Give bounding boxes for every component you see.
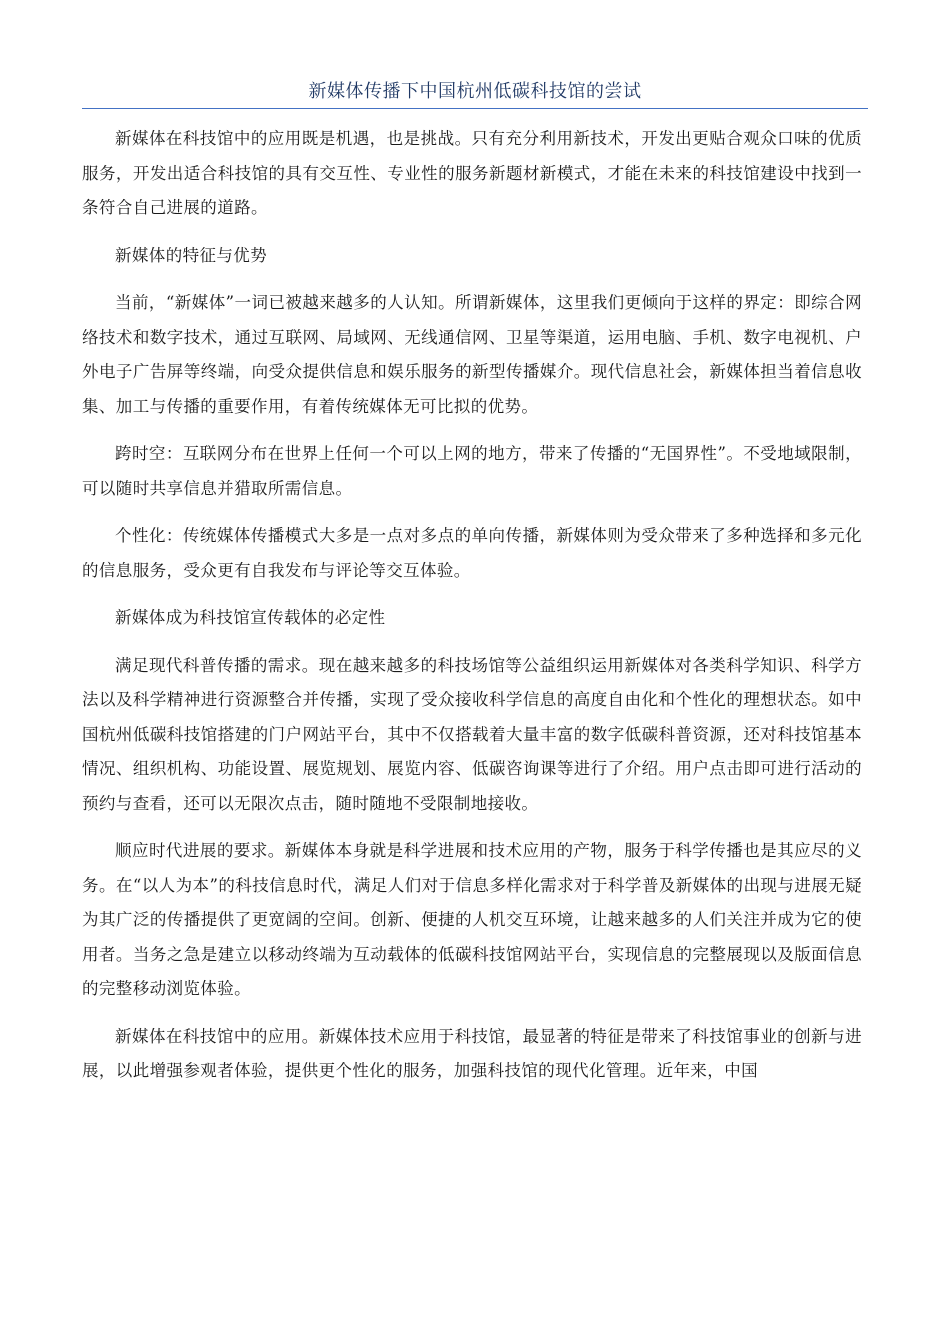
paragraph-definition: 当前，“新媒体”一词已被越来越多的人认知。所谓新媒体，这里我们更倾向于这样的界定：即综合网络技术和数字技术，通过互联网、局域网、无线通信网、卫星等渠道，运用电脑、手机、数字电视机、户外电子广告屏等终端，向受众提供信息和娱乐服务的新型传播媒介。现代信息社会，新媒体担当着信息收集、加工与传播的重要作用，有着传统媒体无可比拟的优势。	[82, 293, 862, 416]
paragraph-intro: 新媒体在科技馆中的应用既是机遇，也是挑战。只有充分利用新技术，开发出更贴合观众口味的优质服务，开发出适合科技馆的具有交互性、专业性的服务新题材新模式，才能在未来的科技馆建设中找到一条符合自己进展的道路。	[82, 129, 862, 217]
section-heading-features: 新媒体的特征与优势	[115, 245, 268, 265]
paragraph-application: 新媒体在科技馆中的应用。新媒体技术应用于科技馆，最显著的特征是带来了科技馆事业的创新与进展，以此增强参观者体验，提供更个性化的服务，加强科技馆的现代化管理。近年来，中国	[82, 1026, 862, 1080]
section-heading-necessity: 新媒体成为科技馆宣传载体的必定性	[115, 608, 386, 627]
paragraph-era-requirements: 顺应时代进展的要求。新媒体本身就是科学进展和技术应用的产物，服务于科学传播也是其应尽的义务。在“以人为本”的科技信息时代，满足人们对于信息多样化需求对于科学普及新媒体的出现与进展无疑为其广泛的传播提供了更宽阔的空间。创新、便捷的人机交互环境，让越来越多的人们关注并成为它的使用者。当务之急是建立以移动终端为互动载体的低碳科技馆网站平台，实现信息的完整展现以及版面信息的完整移动浏览体验。	[82, 841, 862, 998]
header-title: 新媒体传播下中国杭州低碳科技馆的尝试	[308, 81, 642, 102]
paragraph-personalization: 个性化：传统媒体传播模式大多是一点对多点的单向传播，新媒体则为受众带来了多种选择和多元化的信息服务，受众更有自我发布与评论等交互体验。	[82, 526, 862, 580]
paragraph-science-communication: 满足现代科普传播的需求。现在越来越多的科技场馆等公益组织运用新媒体对各类科学知识、科学方法以及科学精神进行资源整合并传播，实现了受众接收科学信息的高度自由化和个性化的理想状态。如中国杭州低碳科技馆搭建的门户网站平台，其中不仅搭载着大量丰富的数字低碳科普资源，还对科技馆基本情况、组织机构、功能设置、展览规划、展览内容、低碳咨询课等进行了介绍。用户点击即可进行活动的预约与查看，还可以无限次点击，随时随地不受限制地接收。	[82, 655, 862, 813]
paragraph-cross-time-space: 跨时空：互联网分布在世界上任何一个可以上网的地方，带来了传播的“无国界性”。不受地域限制，可以随时共享信息并猎取所需信息。	[82, 444, 862, 498]
document-body	[82, 122, 862, 1102]
page-header	[82, 78, 868, 109]
